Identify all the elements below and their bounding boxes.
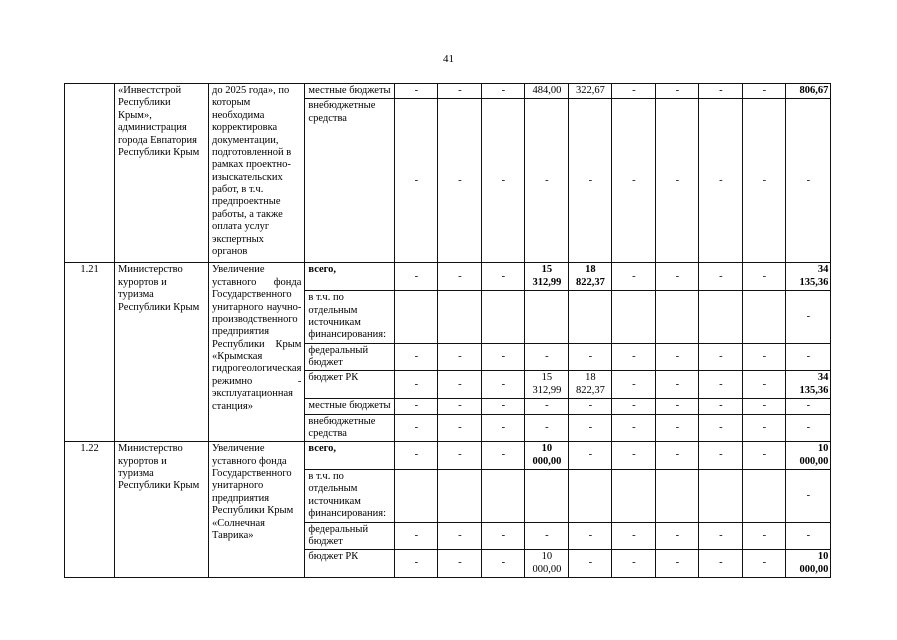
activity-cell: Увеличение уставного фонда Государственного унитарного предприятия Республики Крым «Солнечная Таврика»	[209, 442, 305, 578]
total-cell: -	[786, 343, 831, 371]
value-cell: -	[438, 263, 482, 291]
value-cell: 18 822,37	[569, 263, 612, 291]
value-cell: -	[569, 522, 612, 550]
value-cell	[395, 291, 438, 344]
value-cell: -	[656, 343, 699, 371]
value-cell: 10 000,00	[525, 442, 569, 470]
value-cell: -	[612, 522, 656, 550]
budget-table	[64, 83, 831, 578]
value-cell: -	[656, 414, 699, 442]
value-cell: -	[656, 550, 699, 578]
value-cell: 15 312,99	[525, 263, 569, 291]
value-cell	[612, 291, 656, 344]
value-cell: -	[699, 371, 743, 399]
value-cell	[525, 291, 569, 344]
source-cell: местные бюджеты	[305, 84, 395, 99]
value-cell: -	[569, 414, 612, 442]
source-cell: в т.ч. по отдельным источникам финансирования:	[305, 470, 395, 523]
value-cell: -	[395, 399, 438, 414]
value-cell: -	[395, 99, 438, 263]
source-cell: всего,	[305, 263, 395, 291]
total-cell: 34 135,36	[786, 371, 831, 399]
total-cell: 10 000,00	[786, 442, 831, 470]
value-cell: -	[395, 84, 438, 99]
value-cell: -	[525, 522, 569, 550]
value-cell: -	[743, 522, 786, 550]
value-cell: -	[743, 442, 786, 470]
value-cell: -	[482, 399, 525, 414]
total-cell: 10 000,00	[786, 550, 831, 578]
value-cell: 15 312,99	[525, 371, 569, 399]
value-cell: -	[656, 84, 699, 99]
value-cell: -	[525, 343, 569, 371]
value-cell: -	[482, 84, 525, 99]
value-cell	[569, 470, 612, 523]
value-cell: -	[699, 414, 743, 442]
value-cell: -	[612, 399, 656, 414]
value-cell: -	[569, 442, 612, 470]
org-cell: «Инвестстрой Республики Крым», администрация города Евпатория Республики Крым	[115, 84, 209, 263]
value-cell: -	[699, 84, 743, 99]
value-cell: -	[612, 414, 656, 442]
value-cell: -	[395, 550, 438, 578]
value-cell: -	[569, 99, 612, 263]
value-cell: -	[438, 343, 482, 371]
org-cell: Министерство курортов и туризма Республики Крым	[115, 263, 209, 442]
value-cell: 322,67	[569, 84, 612, 99]
value-cell: -	[612, 371, 656, 399]
value-cell: -	[569, 550, 612, 578]
value-cell: -	[699, 522, 743, 550]
value-cell	[699, 291, 743, 344]
value-cell: -	[482, 343, 525, 371]
value-cell: -	[743, 84, 786, 99]
value-cell: -	[438, 442, 482, 470]
value-cell: -	[438, 371, 482, 399]
value-cell: -	[438, 99, 482, 263]
total-cell: -	[786, 414, 831, 442]
index-cell: 1.22	[65, 442, 115, 578]
value-cell: -	[656, 522, 699, 550]
value-cell: -	[482, 371, 525, 399]
total-cell: -	[786, 522, 831, 550]
source-cell: местные бюджеты	[305, 399, 395, 414]
value-cell: -	[395, 442, 438, 470]
value-cell: -	[395, 343, 438, 371]
value-cell: -	[743, 371, 786, 399]
source-cell: федеральный бюджет	[305, 522, 395, 550]
source-cell: в т.ч. по отдельным источникам финансирования:	[305, 291, 395, 344]
value-cell	[743, 291, 786, 344]
value-cell: -	[482, 263, 525, 291]
value-cell: -	[612, 99, 656, 263]
value-cell: -	[699, 263, 743, 291]
value-cell: -	[482, 550, 525, 578]
index-cell: 1.21	[65, 263, 115, 442]
value-cell: -	[743, 263, 786, 291]
value-cell: -	[699, 442, 743, 470]
index-cell	[65, 84, 115, 263]
total-cell: -	[786, 399, 831, 414]
value-cell: -	[482, 442, 525, 470]
source-cell: бюджет РК	[305, 371, 395, 399]
value-cell: 10 000,00	[525, 550, 569, 578]
value-cell: -	[525, 414, 569, 442]
total-cell: -	[786, 470, 831, 523]
value-cell: -	[656, 99, 699, 263]
value-cell: 18 822,37	[569, 371, 612, 399]
value-cell: -	[395, 371, 438, 399]
value-cell	[699, 470, 743, 523]
value-cell: -	[438, 84, 482, 99]
source-cell: федеральный бюджет	[305, 343, 395, 371]
value-cell	[438, 470, 482, 523]
value-cell: -	[656, 263, 699, 291]
value-cell	[656, 291, 699, 344]
value-cell: -	[482, 99, 525, 263]
value-cell: -	[438, 522, 482, 550]
value-cell: -	[743, 99, 786, 263]
source-cell: бюджет РК	[305, 550, 395, 578]
value-cell: -	[743, 343, 786, 371]
activity-cell: Увеличение уставного фонда Государственного унитарного научно-производственного предприятия Республики Крым «Крымская гидрогеологическая режимно - эксплуатационная станция»	[209, 263, 305, 442]
value-cell: -	[438, 550, 482, 578]
value-cell: -	[482, 414, 525, 442]
value-cell: -	[699, 99, 743, 263]
value-cell: -	[395, 414, 438, 442]
total-cell: -	[786, 99, 831, 263]
source-cell: всего,	[305, 442, 395, 470]
value-cell: -	[656, 399, 699, 414]
value-cell: -	[438, 414, 482, 442]
value-cell: -	[525, 399, 569, 414]
value-cell: -	[743, 399, 786, 414]
total-cell: 34 135,36	[786, 263, 831, 291]
source-cell: внебюджетные средства	[305, 414, 395, 442]
table-row	[65, 84, 831, 99]
value-cell	[612, 470, 656, 523]
value-cell: -	[438, 399, 482, 414]
page-number: 41	[443, 53, 454, 65]
org-cell: Министерство курортов и туризма Республики Крым	[115, 442, 209, 578]
value-cell	[482, 470, 525, 523]
total-cell: -	[786, 291, 831, 344]
value-cell: -	[482, 522, 525, 550]
value-cell	[569, 291, 612, 344]
value-cell: -	[656, 442, 699, 470]
value-cell: -	[612, 343, 656, 371]
value-cell: -	[569, 343, 612, 371]
value-cell: -	[612, 84, 656, 99]
value-cell: -	[612, 550, 656, 578]
source-cell: внебюджетные средства	[305, 99, 395, 263]
activity-cell: до 2025 года», по которым необходима корректировка документации, подготовленной в рамках проектно-изыскательских работ, в т.ч. предпроектные работы, а также оплата услуг экспертных органов	[209, 84, 305, 263]
value-cell: -	[743, 550, 786, 578]
value-cell: 484,00	[525, 84, 569, 99]
value-cell: -	[612, 263, 656, 291]
value-cell	[743, 470, 786, 523]
value-cell: -	[699, 550, 743, 578]
value-cell	[656, 470, 699, 523]
total-cell: 806,67	[786, 84, 831, 99]
value-cell: -	[612, 442, 656, 470]
value-cell	[482, 291, 525, 344]
value-cell: -	[569, 399, 612, 414]
value-cell: -	[656, 371, 699, 399]
value-cell: -	[699, 343, 743, 371]
value-cell	[438, 291, 482, 344]
value-cell: -	[743, 414, 786, 442]
value-cell: -	[395, 522, 438, 550]
value-cell	[525, 470, 569, 523]
value-cell: -	[699, 399, 743, 414]
table-row	[65, 263, 831, 291]
table-row	[65, 442, 831, 470]
value-cell	[395, 470, 438, 523]
value-cell: -	[395, 263, 438, 291]
value-cell: -	[525, 99, 569, 263]
